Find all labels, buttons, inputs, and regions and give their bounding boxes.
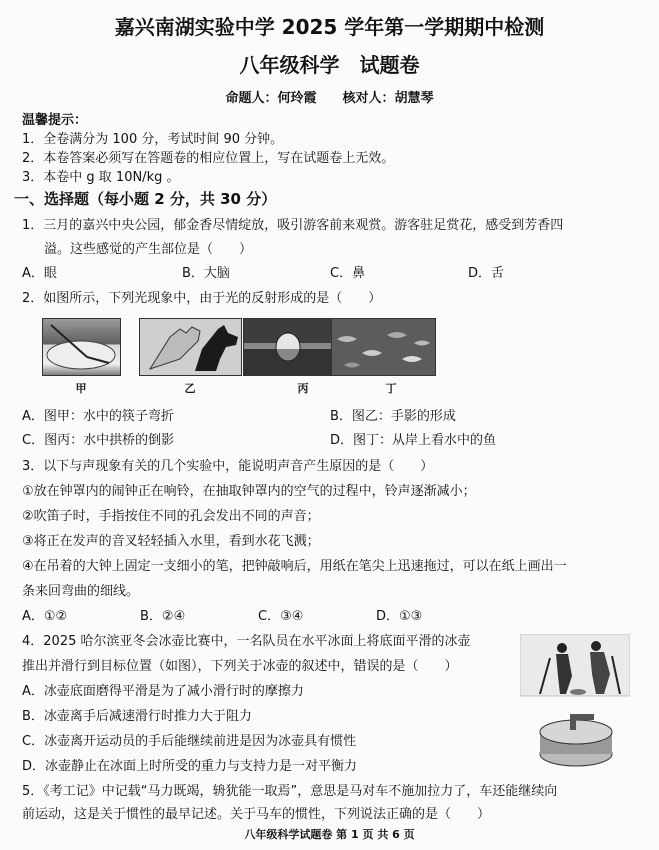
figure-ding: [331, 318, 436, 376]
q1-stem-line2: 溢。这些感觉的产生部位是（ ）: [44, 242, 253, 257]
q2-stem: 2．如图所示，下列光现象中，由于光的反射形成的是（ ）: [22, 291, 382, 306]
q1-option-c: C．鼻: [330, 266, 366, 281]
q5-stem-line2: 前运动，这是关于惯性的最早记述。关于马车的惯性，下列说法正确的是（ ）: [22, 807, 491, 822]
tip-item: 2．本卷答案必须写在答题卷的相应位置上，写在试题卷上无效。: [22, 151, 395, 166]
q3-option-b: B．②④: [140, 609, 186, 624]
q3-item: ③将正在发声的音叉轻轻插入水里，看到水花飞溅；: [22, 534, 320, 549]
curling-figure: [520, 634, 630, 774]
fish-in-water-icon: [332, 319, 435, 375]
q2-option-c: C．图丙：水中拱桥的倒影: [22, 433, 175, 448]
chopsticks-bowl-icon: [43, 319, 120, 375]
q1-option-b: B．大脑: [182, 266, 230, 281]
q3-option-a: A．①②: [22, 609, 68, 624]
q3-option-c: C．③④: [258, 609, 304, 624]
q4-option-b: B．冰壶离手后减速滑行时推力大于阻力: [22, 709, 252, 724]
q3-item: ②吹笛子时，手指按住不同的孔会发出不同的声音；: [22, 509, 320, 524]
q3-item: ④在吊着的大钟上固定一支细小的笔，把钟敲响后，用纸在笔尖上迅速拖过，可以在纸上画出一: [22, 559, 567, 574]
figure-jia: [42, 318, 121, 376]
figure-label-jia: 甲: [75, 382, 87, 395]
q3-option-d: D．①③: [376, 609, 423, 624]
q4-stem-line2: 推出并滑行到目标位置（如图），下列关于冰壶的叙述中，错误的是（ ）: [22, 659, 458, 674]
q2-option-b: B．图乙：手影的形成: [330, 409, 456, 424]
hand-shadow-icon: [140, 319, 241, 375]
q4-option-d: D．冰壶静止在冰面上时所受的重力与支持力是一对平衡力: [22, 759, 358, 774]
q3-stem: 3．以下与声现象有关的几个实验中，能说明声音产生原因的是（ ）: [22, 459, 434, 474]
figure-label-yi: 乙: [184, 382, 196, 395]
exam-title: 嘉兴南湖实验中学 2025 学年第一学期期中检测: [114, 15, 545, 39]
section-title: 一、选择题（每小题 2 分，共 30 分）: [14, 190, 277, 208]
q3-item: 条来回弯曲的细线。: [22, 584, 140, 599]
bridge-reflection-icon: [244, 319, 332, 375]
tip-item: 1．全卷满分为 100 分，考试时间 90 分钟。: [22, 132, 284, 147]
figure-bing: [243, 318, 333, 376]
q4-stem-line1: 4．2025 哈尔滨亚冬会冰壶比赛中，一名队员在水平冰面上将底面平滑的冰壶: [22, 634, 471, 649]
exam-subtitle: 八年级科学 试题卷: [239, 53, 420, 77]
author-line: 命题人：何玲霞 核对人：胡慧琴: [225, 91, 434, 106]
page-footer: 八年级科学试题卷 第 1 页 共 6 页: [244, 828, 415, 841]
q5-stem-line1: 5．《考工记》中记载“马力既竭，辀犹能一取焉”，意思是马对车不施加拉力了，车还能继续向: [22, 784, 558, 799]
q3-item: ①放在钟罩内的闹钟正在响铃，在抽取钟罩内的空气的过程中，铃声逐渐减小；: [22, 484, 476, 499]
figure-label-ding: 丁: [385, 382, 397, 395]
q1-stem-line1: 1．三月的嘉兴中央公园，郁金香尽情绽放，吸引游客前来观赏。游客驻足赏花，感受到芳香四: [22, 218, 564, 233]
curling-athletes-icon: [520, 634, 630, 774]
q4-option-a: A．冰壶底面磨得平滑是为了减小滑行时的摩擦力: [22, 684, 304, 699]
q1-option-a: A．眼: [22, 266, 57, 281]
q2-option-a: A．图甲：水中的筷子弯折: [22, 409, 174, 424]
tips-heading: 温馨提示：: [22, 113, 88, 128]
q2-option-d: D．图丁：从岸上看水中的鱼: [330, 433, 497, 448]
tip-item: 3．本卷中 g 取 10N/kg 。: [22, 170, 180, 185]
q1-option-d: D．舌: [468, 266, 505, 281]
figure-label-bing: 丙: [297, 382, 309, 395]
q4-option-c: C．冰壶离开运动员的手后能继续前进是因为冰壶具有惯性: [22, 734, 357, 749]
figure-yi: [139, 318, 242, 376]
